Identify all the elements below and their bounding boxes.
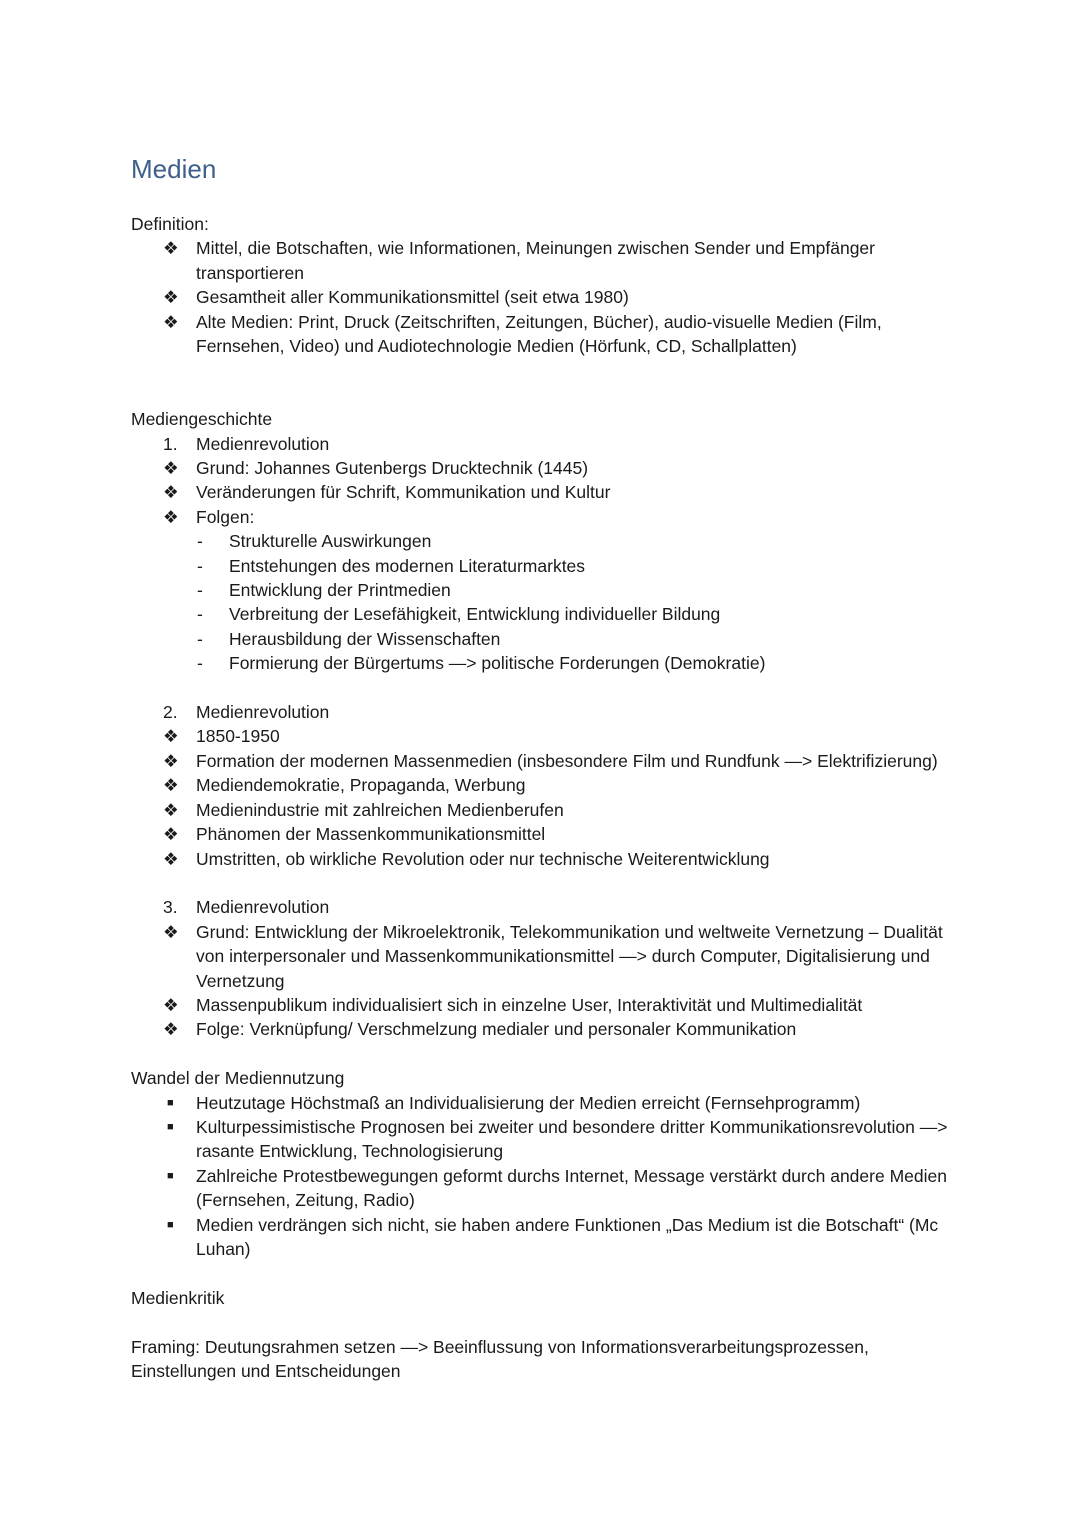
list-item: ❖ Veränderungen für Schrift, Kommunikation und Kultur	[131, 480, 951, 504]
list-item: ❖ Mediendemokratie, Propaganda, Werbung	[131, 773, 951, 797]
revolution-1-heading: 1. Medienrevolution	[163, 433, 330, 454]
list-item: ❖ Folge: Verknüpfung/ Verschmelzung medialer und personaler Kommunikation	[131, 1017, 951, 1041]
list-item: ■ Heutzutage Höchstmaß an Individualisierung der Medien erreicht (Fernsehprogramm)	[131, 1091, 951, 1115]
revolution-1-consequences-list	[131, 529, 951, 675]
revolution-2-heading: 2. Medienrevolution	[163, 702, 330, 723]
framing-paragraph: Framing: Deutungsrahmen setzen —> Beeinflussung von Informationsverarbeitungsprozessen, Einstellungen und Entscheidungen	[131, 1336, 869, 1381]
diamond-bullet-icon: ❖	[163, 994, 179, 1015]
list-item: ❖ Massenpublikum individualisiert sich in einzelne User, Interaktivität und Multimedialität	[131, 993, 951, 1017]
diamond-bullet-icon: ❖	[163, 824, 179, 845]
list-item: ❖ Grund: Johannes Gutenbergs Drucktechnik (1445)	[131, 456, 951, 480]
diamond-bullet-icon: ❖	[163, 799, 179, 820]
diamond-bullet-icon: ❖	[163, 848, 179, 869]
list-item: - Entwicklung der Printmedien	[131, 578, 951, 602]
square-bullet-icon: ■	[167, 1169, 174, 1182]
diamond-bullet-icon: ❖	[163, 775, 179, 796]
list-item: ❖ Gesamtheit aller Kommunikationsmittel (seit etwa 1980)	[131, 285, 951, 309]
diamond-bullet-icon: ❖	[163, 287, 179, 308]
square-bullet-icon: ■	[167, 1120, 174, 1133]
list-item: - Herausbildung der Wissenschaften	[131, 627, 951, 651]
list-item: ❖ 1850-1950	[131, 724, 951, 748]
document-body	[131, 212, 951, 1383]
diamond-bullet-icon: ❖	[163, 506, 179, 527]
revolution-1-list	[131, 456, 951, 529]
list-item: ❖ Folgen:	[131, 505, 951, 529]
diamond-bullet-icon: ❖	[163, 458, 179, 479]
diamond-bullet-icon: ❖	[163, 238, 179, 259]
diamond-bullet-icon: ❖	[163, 726, 179, 747]
list-item: ■ Kulturpessimistische Prognosen bei zweiter und besondere dritter Kommunikationsrevolution —> rasante Entwicklung, Technologisierung	[167, 1116, 948, 1162]
diamond-bullet-icon: ❖	[163, 482, 179, 503]
list-item: - Strukturelle Auswirkungen	[131, 529, 951, 553]
page-title: Medien	[131, 154, 217, 184]
list-item: ❖ Alte Medien: Print, Druck (Zeitschriften, Zeitungen, Bücher), audio-visuelle Medien (Film, Fernsehen, Video) und Audiotechnologie Medien (Hörfunk, CD, Schallplatten)	[163, 311, 882, 357]
diamond-bullet-icon: ❖	[163, 1019, 179, 1040]
square-bullet-icon: ■	[167, 1218, 174, 1231]
wandel-list	[131, 1091, 951, 1262]
list-item: ❖ Mittel, die Botschaften, wie Informationen, Meinungen zwischen Sender und Empfänger transportieren	[163, 238, 875, 283]
medienkritik-heading: Medienkritik	[131, 1287, 225, 1308]
revolution-3-list	[131, 920, 951, 1042]
list-item: ■ Zahlreiche Protestbewegungen geformt durchs Internet, Message verstärkt durch andere Medien (Fernsehen, Zeitung, Radio)	[167, 1165, 947, 1211]
definition-list	[131, 236, 951, 358]
list-item: ❖ Formation der modernen Massenmedien (insbesondere Film und Rundfunk —> Elektrifizierung)	[131, 749, 951, 773]
diamond-bullet-icon: ❖	[163, 311, 179, 332]
diamond-bullet-icon: ❖	[163, 921, 179, 942]
revolution-2-list	[131, 724, 951, 870]
dash-bullet-icon: -	[197, 653, 203, 674]
list-item: - Entstehungen des modernen Literaturmarktes	[131, 554, 951, 578]
list-item: ■ Medien verdrängen sich nicht, sie haben andere Funktionen „Das Medium ist die Botschaft“ (Mc Luhan)	[167, 1214, 939, 1259]
dash-bullet-icon: -	[197, 604, 203, 625]
dash-bullet-icon: -	[197, 580, 203, 601]
diamond-bullet-icon: ❖	[163, 750, 179, 771]
mediengeschichte-heading: Mediengeschichte	[131, 409, 273, 430]
revolution-3-heading: 3. Medienrevolution	[163, 897, 330, 918]
list-item: ❖ Grund: Entwicklung der Mikroelektronik, Telekommunikation und weltweite Vernetzung – Dualität von interpersonaler und Massenkommunikationsmittel —> durch Computer, Digitalisierung und Vernetzung	[163, 921, 943, 991]
list-item: ❖ Phänomen der Massenkommunikationsmittel	[131, 822, 951, 846]
list-item: - Formierung der Bürgertums —> politische Forderungen (Demokratie)	[131, 651, 951, 675]
wandel-heading: Wandel der Mediennutzung	[131, 1068, 345, 1089]
list-item: ❖ Medienindustrie mit zahlreichen Medienberufen	[131, 798, 951, 822]
list-item: - Verbreitung der Lesefähigkeit, Entwicklung individueller Bildung	[131, 602, 951, 626]
definition-heading: Definition:	[131, 214, 209, 234]
list-item: ❖ Umstritten, ob wirkliche Revolution oder nur technische Weiterentwicklung	[131, 847, 951, 871]
dash-bullet-icon: -	[197, 555, 203, 576]
dash-bullet-icon: -	[197, 628, 203, 649]
dash-bullet-icon: -	[197, 531, 203, 552]
square-bullet-icon: ■	[167, 1096, 174, 1109]
